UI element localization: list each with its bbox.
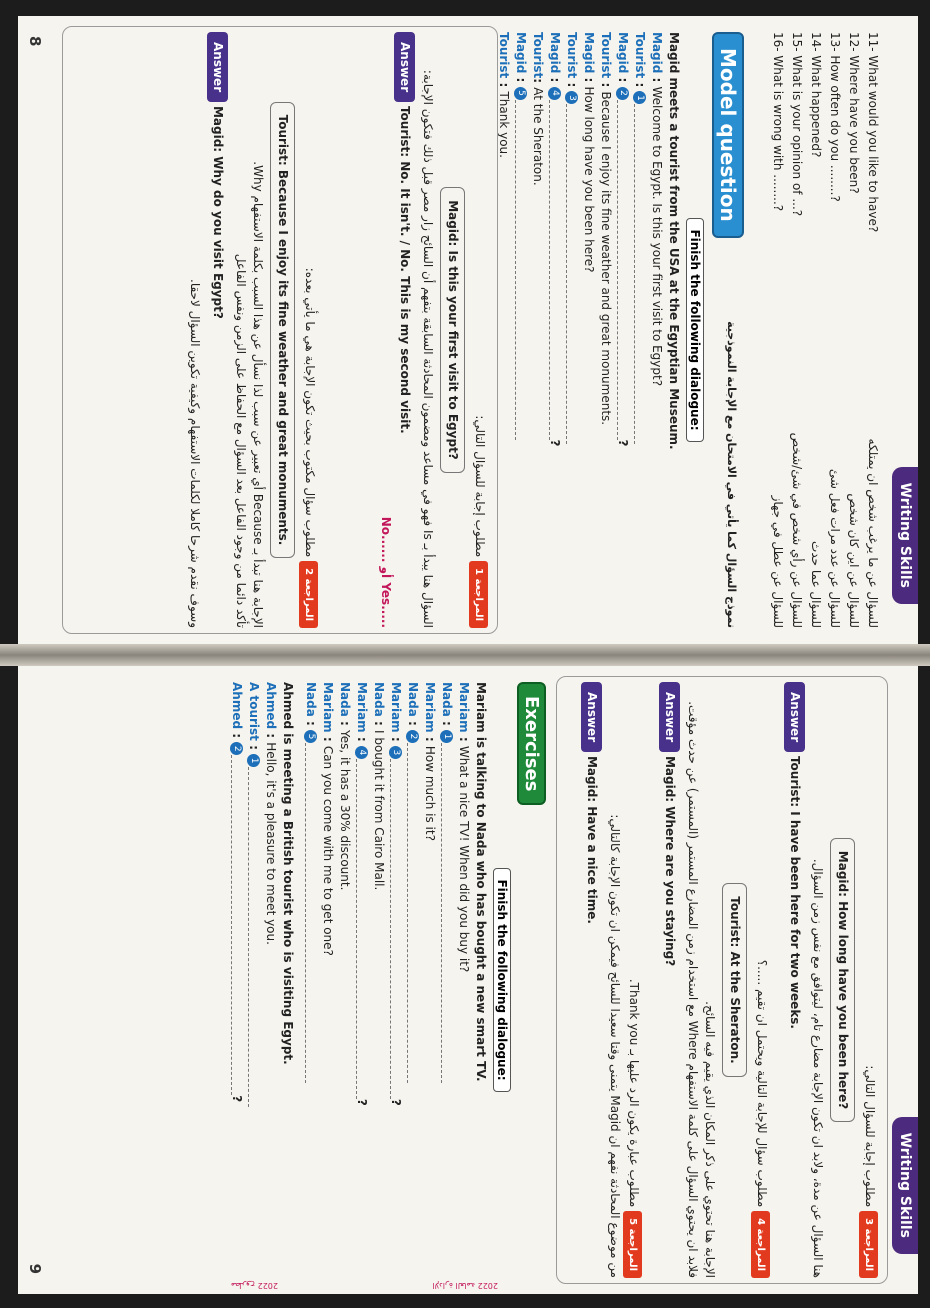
answer-blank[interactable]: [549, 100, 560, 440]
explanation: الإجابة هنا تحتوي على ذكر المكان الذي يقيم فيه السائح.: [703, 1001, 717, 1278]
dialogue-line: [421, 682, 438, 1278]
line-text: I bought it from Cairo Mall.: [372, 729, 386, 891]
blank-number: 1: [633, 91, 646, 104]
speaker-name: Nada: [406, 682, 420, 717]
model-dialogue: [495, 32, 706, 628]
answer-text: Tourist: I have been here for two weeks.: [788, 755, 802, 1029]
speaker-name: Mariam: [457, 682, 471, 733]
explanation: السؤال هنا يبدأ بـ Is فهو في مساعد ومضمون المحادثة السابقة بتفهم أن السائح زار مصر قبل ذلك فتكون الإجابة:: [421, 69, 435, 628]
question-row: 16- What is wrong with ........? للسؤال عن عطل في جهاز: [771, 32, 785, 628]
dialogue-line: [563, 32, 580, 628]
question-row: 14- What happened? للسؤال عما حدث: [809, 32, 823, 628]
blank-number: 3: [389, 746, 402, 759]
answer-blank[interactable]: [634, 104, 645, 444]
line-text: Hello, it's a pleasure to meet you.: [264, 742, 278, 945]
blank-number: 3: [565, 91, 578, 104]
answer-block-5: [581, 682, 642, 1278]
speaker-name: Magid: [616, 32, 630, 74]
given-box: Tourist: Because I enjoy its fine weather and great monuments.: [270, 102, 295, 559]
header-tag: Writing Skills: [892, 1117, 918, 1254]
model-question-banner: [716, 32, 744, 628]
line-text: Thank you.: [497, 91, 511, 158]
speaker-separator: :: [599, 78, 613, 92]
speaker-separator: :: [372, 716, 386, 730]
question-mark: ?: [548, 439, 562, 447]
line-text: Can you come with me to get one?: [321, 745, 335, 956]
blank-number: 2: [406, 730, 419, 743]
dialogue-line: [512, 32, 529, 628]
speaker-separator: :: [514, 73, 528, 87]
answer-block-4: [659, 682, 770, 1278]
line-text: How much is it?: [423, 745, 437, 841]
question-row: 11- What would you like to have? للسؤال عن ما يرغب شخص ان يمتلكه: [866, 32, 880, 628]
answer-blank[interactable]: [617, 100, 628, 440]
speaker-name: Nada: [372, 682, 386, 717]
speaker-name: Magid: [548, 32, 562, 74]
dialogue-line: [529, 32, 546, 628]
speaker-separator: :: [230, 729, 244, 743]
header-tag: Writing Skills: [892, 467, 918, 604]
answer-note: مطلوب سؤال للإجابة التالية ويحتمل ان تقيم .....؟: [755, 959, 769, 1208]
answer-label: Answer: [581, 682, 602, 752]
dialogue-line: [438, 682, 455, 1278]
speaker-separator: :: [321, 732, 335, 746]
question-mark: ?: [230, 1095, 244, 1103]
yes-no-hint: No...... أو Yes.....: [379, 516, 393, 628]
answer-blank[interactable]: [566, 104, 577, 444]
question-row: 13- How often do you ........? للسؤال عن عدد مرات فعل شئ: [828, 32, 842, 628]
dialogue-intro: Mariam is talking to Nada who has bought a new smart TV.: [474, 682, 488, 1082]
speaker-separator: :: [304, 716, 318, 730]
answer-blank[interactable]: [231, 755, 242, 1095]
dialogue-line: [648, 32, 665, 628]
speaker-separator: :: [616, 73, 630, 87]
dialogue-line: [404, 682, 421, 1278]
blank-number: 5: [304, 730, 317, 743]
exercise-dialogue-2: [228, 682, 279, 1278]
question-row: 15- What is your opinion of ...? للسؤال عن رأي شخص في شئ/شخص: [790, 32, 804, 628]
speaker-name: Mariam: [355, 682, 369, 733]
speaker-name: Ahmed: [264, 682, 278, 730]
dialogue-line: [597, 32, 614, 628]
page-number: 9: [26, 1263, 44, 1274]
dialogue-lines: [495, 32, 665, 628]
exercises-title: Exercises: [517, 682, 546, 805]
explanation: هنا السؤال عن مدة، ولابد ان تكون الإجابة مضارع تام، ليتوافق مع نفس زمن السؤال.: [811, 858, 825, 1278]
question-box: Magid: How long have you been here?: [830, 838, 855, 1122]
final-note: وسوف نقدم شرحا كاملا لكلمات الاستفهام وكيفية تكوين السؤال لاحقا.: [188, 279, 202, 628]
speaker-name: Tourist: [497, 32, 511, 79]
speaker-name: Tourist: [531, 32, 545, 79]
speaker-name: A tourist: [247, 682, 261, 741]
question-list: [768, 32, 882, 628]
answer-blank[interactable]: [390, 759, 401, 1099]
speaker-separator: :: [406, 716, 420, 730]
model-question-title: Model question: [712, 32, 744, 238]
dialogue-line: [353, 682, 370, 1278]
page-8: [18, 16, 918, 644]
finish-heading: Finish the following dialogue:: [686, 218, 704, 441]
dialogue-line: [580, 32, 597, 628]
dialogue-line: [631, 32, 648, 628]
section-tag: المراجعة 5: [623, 1211, 642, 1278]
question-box: Magid: Is this your first visit to Egypt?: [440, 187, 465, 473]
answer-note: مطلوب إجابة للسؤال التالي:: [473, 415, 487, 558]
dialogue-line: [614, 32, 631, 628]
line-text: How long have you been here?: [582, 86, 596, 273]
speaker-name: Mariam: [321, 682, 335, 733]
exercises-section: [228, 682, 546, 1278]
answer-blank[interactable]: [248, 767, 259, 1107]
speaker-separator: :: [633, 78, 647, 92]
answer-label: Answer: [207, 32, 228, 102]
line-text: Yes, it has a 30% discount.: [338, 729, 352, 891]
answer-label: Answer: [784, 682, 805, 752]
line-text: At the Sheraton.: [531, 87, 545, 186]
dialogue-line: [336, 682, 353, 1278]
speaker-name: Mariam: [389, 682, 403, 733]
speaker-name: Magid: [582, 32, 596, 74]
speaker-name: Tourist: [599, 32, 613, 79]
answer-note: مطلوب إجابة للسؤال التالي:: [863, 1065, 877, 1208]
speaker-separator: :: [355, 732, 369, 746]
speaker-separator: :: [650, 73, 664, 87]
blank-number: 4: [355, 746, 368, 759]
given-box: Tourist: At the Sheraton.: [722, 883, 747, 1076]
speaker-name: Nada: [440, 682, 454, 717]
page-header: [892, 666, 918, 1294]
question-mark: ?: [616, 439, 630, 447]
speaker-separator: :: [423, 732, 437, 746]
line-text: Because I enjoy its fine weather and great monuments.: [599, 91, 613, 426]
dialogue-line: [370, 682, 387, 1278]
speaker-name: Magid: [514, 32, 528, 74]
speaker-separator: :: [440, 716, 454, 730]
dialogue-line: [245, 682, 262, 1278]
blank-number: 5: [514, 87, 527, 100]
dialogue-line: [262, 682, 279, 1278]
answer-text: Tourist: No. It isn't. / No. This is my second visit.: [398, 105, 412, 434]
blank-number: 2: [230, 742, 243, 755]
answer-text: Magid: Where are you staying?: [663, 755, 677, 967]
explanation: من موضوع المحادثة نفهم ان Magid يتمنى وقتا سعيدا للسائح فيمكن ان تكون الإجابة كالتالي:: [608, 814, 622, 1278]
dialogue-intro: Magid meets a tourist from the USA at the Egyptian Museum.: [667, 32, 681, 450]
line-text: Welcome to Egypt. Is this your first visit to Egypt?: [650, 86, 664, 387]
blank-number: 2: [616, 87, 629, 100]
exercise-dialogue-1: [302, 682, 472, 1278]
speaker-separator: :: [457, 732, 471, 746]
speaker-name: Ahmed: [230, 682, 244, 730]
speaker-name: Tourist: [565, 32, 579, 79]
section-tag: المراجعة 2: [299, 561, 318, 628]
model-question-instruction: نموذج السؤال كما يأتي في الامتحان مع الإجابة النموذجية: [725, 321, 738, 628]
source-note: مطروح 2022: [230, 1281, 278, 1290]
answer-block-1: [377, 32, 488, 628]
question-row: 12- Where have you been? للسؤال عن اين كان شخص: [847, 32, 861, 628]
section-tag: المراجعة 4: [751, 1211, 770, 1278]
answer-block-2: [186, 32, 318, 628]
question-mark: ?: [389, 1098, 403, 1106]
answer-label: Answer: [394, 32, 415, 102]
answer-blank[interactable]: [407, 743, 418, 1083]
dialogue-line: [546, 32, 563, 628]
explanation: تأكد دائما من وجود الفاعل بعد السؤال مع الحفاظ على الزمن ونفس الفاعل: [234, 253, 248, 628]
speaker-separator: :: [338, 716, 352, 730]
page-header: [892, 16, 918, 644]
answer-blank[interactable]: [441, 743, 452, 1083]
answer-text: Magid: Have a nice time.: [585, 755, 599, 924]
speaker-separator: :: [247, 740, 261, 755]
speaker-separator: :: [264, 729, 278, 743]
finish-heading: Finish the following dialogue:: [493, 868, 511, 1091]
answer-note: مطلوب عبارة يكون الرد عليها بـ Thank you.: [627, 978, 641, 1208]
blank-number: 4: [548, 87, 561, 100]
page-number: 8: [26, 36, 44, 47]
speaker-name: Tourist: [633, 32, 647, 79]
speaker-name: Magid: [650, 32, 664, 74]
line-text: What a nice TV! When did you buy it?: [457, 745, 471, 973]
dialogue-line: [319, 682, 336, 1278]
speaker-name: Nada: [304, 682, 318, 717]
speaker-separator: :: [389, 732, 403, 746]
explanation: الإجابة هنا تبدأ بـ Because أي تعبير عن سبب لذا نسأل عن هذا السبب بكلمة الاستفهام Why.: [251, 161, 265, 628]
dialogue-line: [387, 682, 404, 1278]
question-mark: ?: [355, 1098, 369, 1106]
speaker-name: Nada: [338, 682, 352, 717]
blank-number: 1: [247, 754, 260, 767]
answer-text: Magid: Why do you visit Egypt?: [211, 105, 225, 319]
source-note: الإدارة العامة 2022: [432, 1281, 498, 1290]
speaker-separator: :: [582, 73, 596, 87]
page-9: [18, 666, 918, 1294]
answer-blank[interactable]: [305, 743, 316, 1083]
answer-block-3: [784, 682, 878, 1278]
speaker-name: Mariam: [423, 682, 437, 733]
speaker-separator: :: [531, 78, 545, 88]
section-tag: المراجعة 3: [859, 1211, 878, 1278]
answer-note: مطلوب سؤال مكتوب بحيث تكون الإجابة هي ما يأتي بعده:: [303, 267, 317, 558]
section-tag: المراجعة 1: [469, 561, 488, 628]
dialogue-line: [228, 682, 245, 1278]
dialogue-line: [302, 682, 319, 1278]
speaker-separator: :: [497, 78, 511, 92]
dialogue-line: [455, 682, 472, 1278]
dialogue-intro: Ahmed is meeting a British tourist who is visiting Egypt.: [281, 682, 295, 1065]
answer-blank[interactable]: [356, 759, 367, 1099]
speaker-separator: :: [548, 73, 562, 87]
explanation: فلابد ان يحتوي السؤال على كلمة الاستفهام Where مع استخدام زمن المضارع المستمر (المستمر) عن حدث مؤقت.: [686, 701, 700, 1278]
answer-label: Answer: [659, 682, 680, 752]
book-spine: [0, 644, 930, 666]
blank-number: 1: [440, 730, 453, 743]
answer-blank[interactable]: [515, 100, 526, 440]
speaker-separator: :: [565, 78, 579, 92]
